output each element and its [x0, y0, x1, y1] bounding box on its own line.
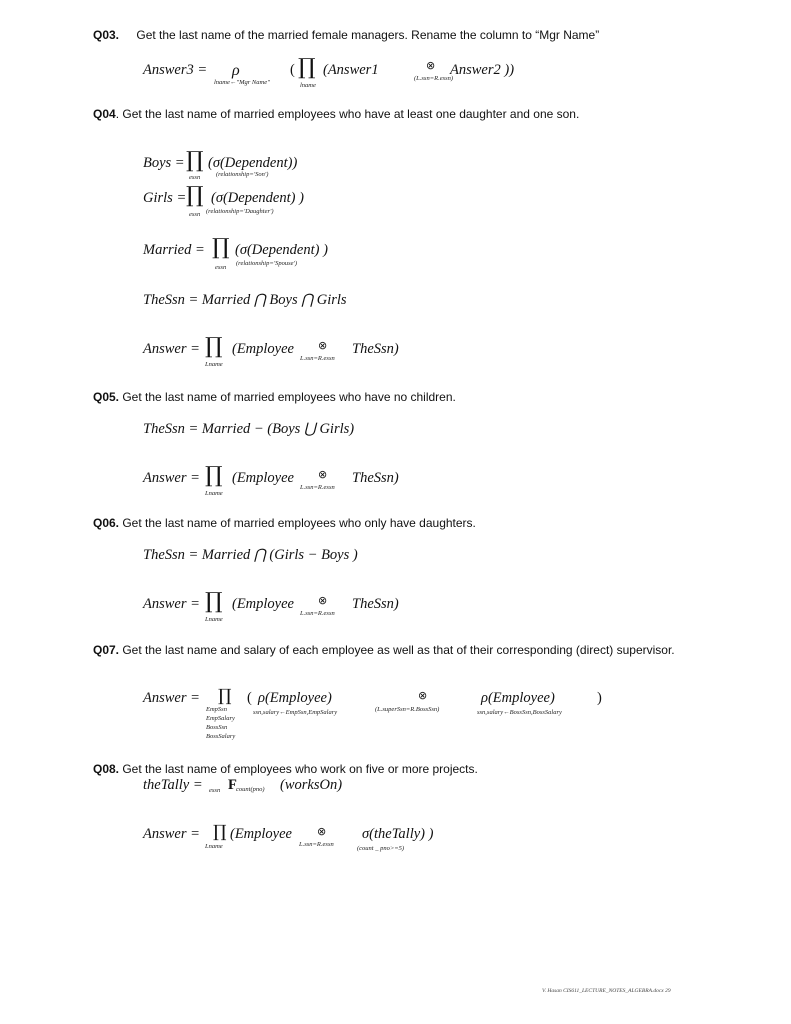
formula-tail: Answer2 )): [450, 62, 515, 78]
projection-subscript: essn: [189, 211, 201, 218]
page-footer: V. Hasan CIS611_LECTURE_NOTES_ALGEBRA.docx 29: [542, 988, 671, 994]
question-number: Q07.: [93, 643, 120, 657]
question-number: Q05.: [93, 390, 120, 404]
question-number: Q08.: [93, 762, 120, 776]
join-operator: ⊗: [317, 825, 327, 838]
projection-symbol: ∏: [298, 55, 316, 80]
formula-body: (worksOn): [280, 777, 343, 793]
question-q03: [93, 28, 693, 43]
formula-lhs: Answer =: [143, 470, 200, 486]
join-operator: ⊗: [318, 594, 328, 607]
rename-expression: ρ(Employee): [258, 690, 332, 706]
formula-lhs: theTally =: [143, 777, 203, 793]
projection-symbol: ∏: [218, 686, 232, 706]
question-q06: [93, 516, 693, 531]
paren: ): [597, 690, 602, 706]
formula-body: (σ(Dependent) ): [211, 190, 304, 206]
join-operator: ⊗: [426, 59, 436, 72]
projection-subscript: lname: [300, 82, 316, 89]
formula-body: (Employee: [232, 341, 294, 357]
question-q05: [93, 390, 693, 405]
formula-lhs: Boys =: [143, 155, 185, 171]
rho-operator: ρ: [232, 62, 240, 79]
projection-symbol: ∏: [205, 334, 223, 359]
formula-text: TheSsn = Married ⋂ Boys ⋂ Girls: [143, 292, 347, 308]
projection-subscript: essn: [215, 264, 227, 271]
aggregate-operator: F: [228, 777, 237, 793]
formula-lhs: Married =: [143, 242, 205, 258]
rename-expression: ρ(Employee): [481, 690, 555, 706]
join-condition: (L.ssn=R.essn): [414, 75, 454, 82]
projection-subscript: Lname: [205, 616, 223, 623]
selection-condition: (relationship='Son'): [216, 171, 269, 178]
join-condition: L.ssn=R.essn: [300, 355, 335, 362]
question-text: Get the last name of employees who work on five or more projects.: [119, 762, 478, 776]
question-number: Q03.: [93, 28, 120, 42]
projection-subscript: Lname: [205, 361, 223, 368]
join-condition: L.ssn=R.essn: [299, 841, 334, 848]
question-text: Get the last name of the married female managers. Rename the column to “Mgr Name”: [136, 28, 600, 42]
projection-subscript: Lname: [205, 843, 223, 850]
formula-lhs: Girls =: [143, 190, 187, 206]
question-text: Get the last name of married employees who only have daughters.: [119, 516, 476, 530]
projection-symbol: ∏: [205, 589, 223, 614]
paren: (: [290, 62, 295, 78]
formula-lhs: Answer3 =: [143, 62, 208, 78]
formula-body: (Employee: [230, 826, 292, 842]
join-condition: L.ssn=R.essn: [300, 610, 335, 617]
formula-text: TheSsn = Married ⋂ (Girls − Boys ): [143, 547, 358, 563]
question-q07: [93, 643, 693, 658]
formula-tail: TheSsn): [352, 341, 399, 357]
projection-subscript: Lname: [205, 490, 223, 497]
projection-symbol: ∏: [186, 183, 204, 208]
selection-condition: (count _ pno>=5): [357, 845, 405, 852]
formula-lhs: Answer =: [143, 341, 200, 357]
question-text: . Get the last name of married employees who have at least one daughter and one son.: [115, 107, 580, 121]
formula-lhs: Answer =: [143, 826, 200, 842]
projection-subscript: BossSsn: [206, 724, 228, 731]
rename-subscript: ssn,salary←EmpSsn,EmpSalary: [253, 709, 338, 716]
paren: (: [247, 690, 252, 706]
formula-body: (σ(Dependent)): [208, 155, 298, 171]
question-q08: [93, 762, 693, 777]
projection-subscript: EmpSsn: [206, 706, 227, 713]
join-operator: ⊗: [418, 689, 428, 702]
formula-body: (σ(Dependent) ): [235, 242, 328, 258]
formula-text: TheSsn = Married − (Boys ⋃ Girls): [143, 421, 355, 437]
rho-subscript: lname←"Mgr Name": [214, 79, 270, 86]
question-q04: [93, 107, 693, 122]
formula-body: (Employee: [232, 470, 294, 486]
formula-lhs: Answer =: [143, 690, 200, 706]
projection-subscript: EmpSalary: [206, 715, 235, 722]
selection-condition: (relationship='Daughter'): [206, 208, 274, 215]
projection-subscript: essn: [189, 174, 201, 181]
projection-symbol: ∏: [212, 235, 230, 260]
selection-condition: (relationship='Spouse'): [236, 260, 298, 267]
selection-expression: σ(theTally) ): [362, 826, 434, 842]
projection-symbol: ∏: [186, 148, 204, 173]
projection-symbol: ∏: [213, 822, 227, 842]
grouping-attribute: essn: [209, 787, 221, 794]
question-number: Q04: [93, 107, 116, 121]
formula-tail: TheSsn): [352, 470, 399, 486]
join-operator: ⊗: [318, 468, 328, 481]
projection-symbol: ∏: [205, 463, 223, 488]
formula-body: (Employee: [232, 596, 294, 612]
join-condition: (L.superSsn=R.BossSsn): [375, 706, 440, 713]
question-text: Get the last name of married employees who have no children.: [119, 390, 456, 404]
projection-subscript: BossSalary: [206, 733, 236, 740]
formula-tail: TheSsn): [352, 596, 399, 612]
rename-subscript: ssn,salary←BossSsn,BossSalary: [477, 709, 562, 716]
question-number: Q06.: [93, 516, 120, 530]
join-condition: L.ssn=R.essn: [300, 484, 335, 491]
question-text: Get the last name and salary of each employee as well as that of their corresponding (direct) supervisor.: [119, 643, 675, 657]
formula-lhs: Answer =: [143, 596, 200, 612]
aggregate-function: count(pno): [236, 786, 265, 793]
join-operator: ⊗: [318, 339, 328, 352]
formula-body: (Answer1: [323, 62, 379, 78]
